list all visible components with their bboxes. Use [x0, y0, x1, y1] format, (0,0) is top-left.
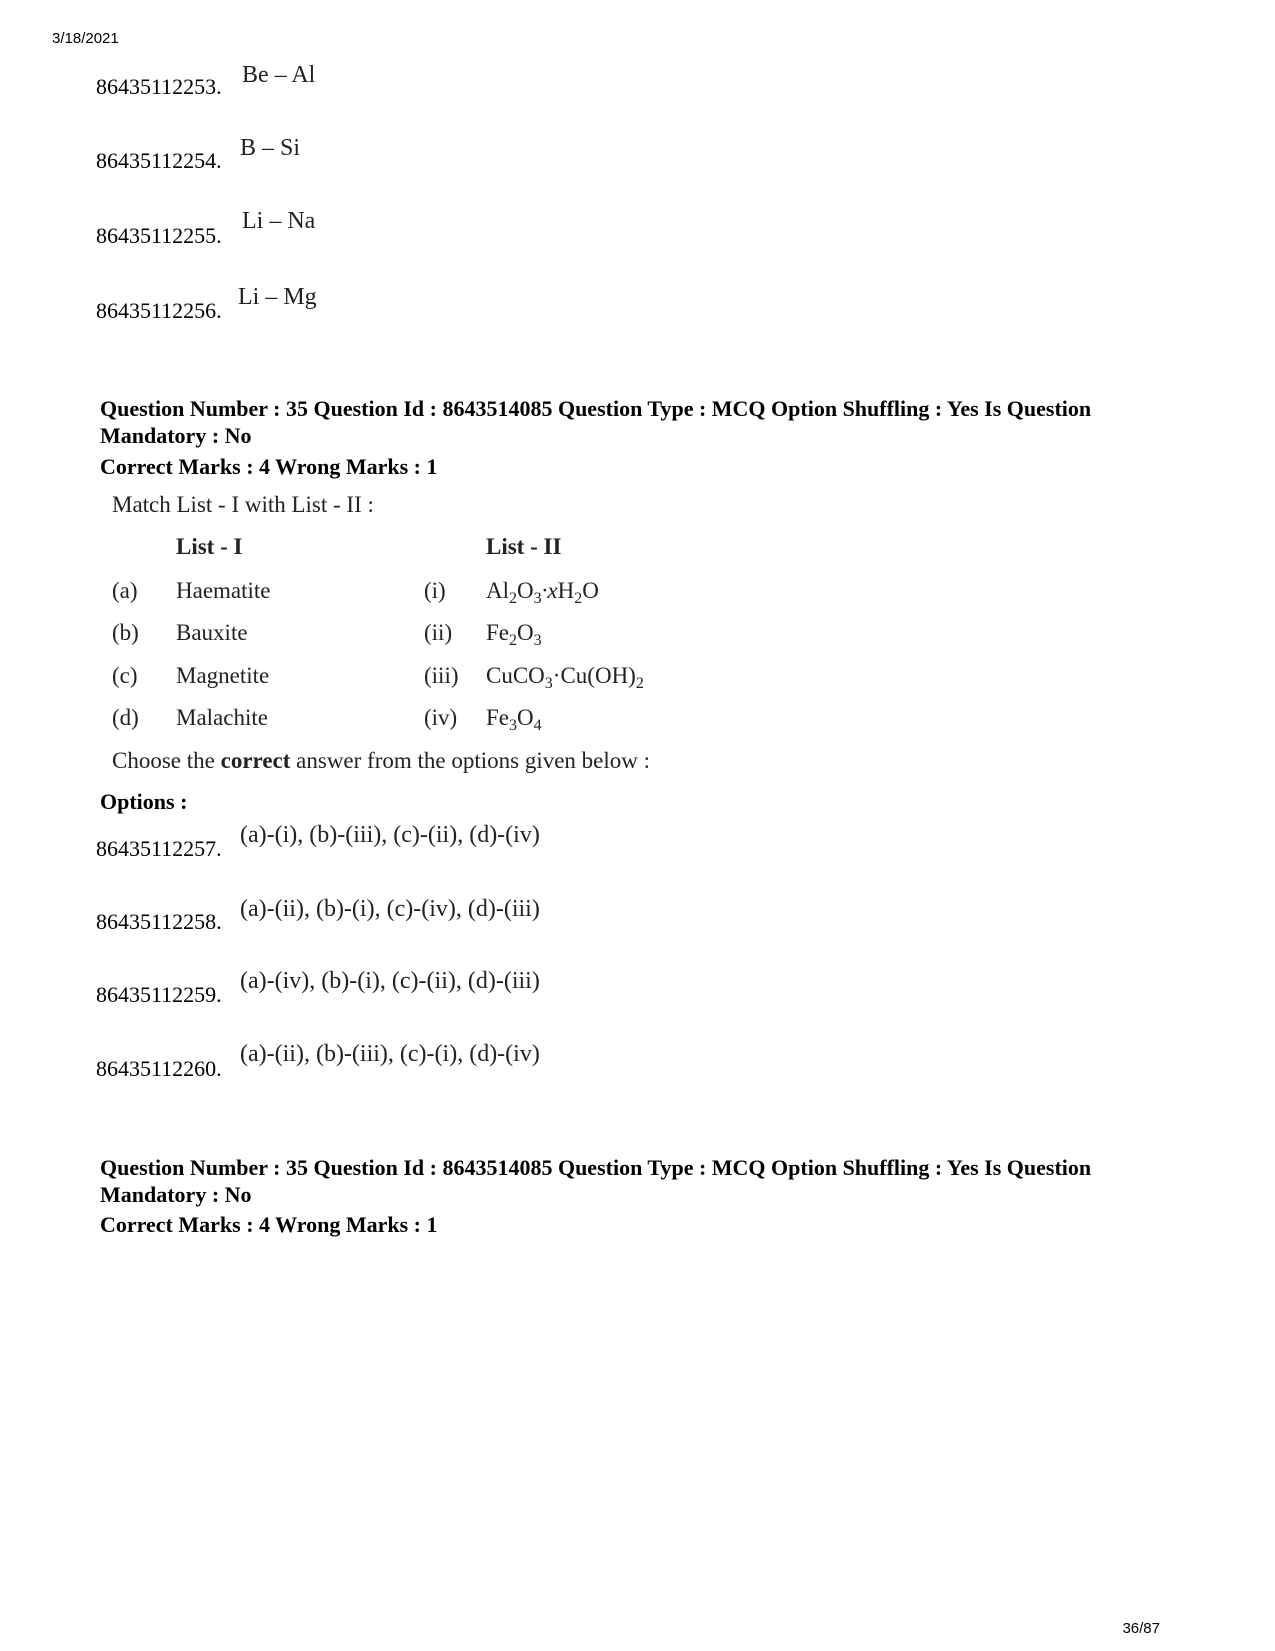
question-marks: Correct Marks : 4 Wrong Marks : 1: [100, 454, 438, 479]
option-id: 86435112257.: [96, 836, 222, 861]
question-intro: Match List - I with List - II :: [112, 492, 374, 517]
option-id: 86435112256.: [96, 298, 222, 323]
option-id: 86435112254.: [96, 148, 222, 173]
option-id: 86435112258.: [96, 909, 222, 934]
list-1-heading: List - I: [176, 534, 243, 559]
list-1-label: (a): [112, 578, 138, 603]
print-date: 3/18/2021: [52, 30, 119, 47]
list-2-formula: $Fe_3O_4$: [486, 705, 542, 734]
list-1-item: Bauxite: [176, 620, 248, 645]
page-number: 36/87: [1122, 1620, 1160, 1637]
question-header: Question Number : 35 Question Id : 8643514085 Question Type : MCQ Option Shuffling : Yes Is Question Mandatory : No: [100, 396, 1092, 448]
question-instruction: Choose the correct answer from the options given below :: [112, 748, 651, 773]
option-id: 86435112255.: [96, 223, 222, 248]
option-text: B – Si: [240, 135, 301, 161]
list-2-label: (ii): [424, 620, 453, 645]
list-2-label: (i): [424, 578, 446, 603]
list-1-label: (c): [112, 663, 138, 688]
list-2-formula: $CuCO_3\cdot Cu(OH)_2$: [486, 663, 644, 692]
option-id: 86435112253.: [96, 74, 222, 99]
list-2-heading: List - II: [486, 534, 562, 559]
list-1-item: Magnetite: [176, 663, 270, 688]
list-1-label: (b): [112, 620, 139, 645]
list-1-item: Haematite: [176, 578, 271, 603]
next-question-header: Question Number : 35 Question Id : 8643514085 Question Type : MCQ Option Shuffling : Yes Is Question Mandatory : No: [100, 1155, 1092, 1207]
option-text: (a)-(i), (b)-(iii), (c)-(ii), (d)-(iv): [240, 822, 540, 848]
list-2-label: (iii): [424, 663, 459, 688]
list-2-formula: $Fe_2O_3$: [486, 620, 542, 649]
option-text: (a)-(ii), (b)-(iii), (c)-(i), (d)-(iv): [240, 1041, 540, 1067]
list-2-formula: $Al_2O_3\cdot xH_2O$: [486, 578, 599, 607]
list-1-item: Malachite: [176, 705, 268, 730]
option-text: Li – Mg: [238, 284, 317, 310]
next-question-marks: Correct Marks : 4 Wrong Marks : 1: [100, 1212, 438, 1237]
option-text: (a)-(ii), (b)-(i), (c)-(iv), (d)-(iii): [240, 896, 540, 922]
option-text: Be – Al: [242, 62, 316, 88]
option-text: Li – Na: [242, 208, 316, 234]
list-1-label: (d): [112, 705, 139, 730]
option-id: 86435112260.: [96, 1056, 222, 1081]
option-text: (a)-(iv), (b)-(i), (c)-(ii), (d)-(iii): [240, 968, 540, 994]
options-label: Options :: [100, 789, 188, 814]
list-2-label: (iv): [424, 705, 458, 730]
option-id: 86435112259.: [96, 982, 222, 1007]
